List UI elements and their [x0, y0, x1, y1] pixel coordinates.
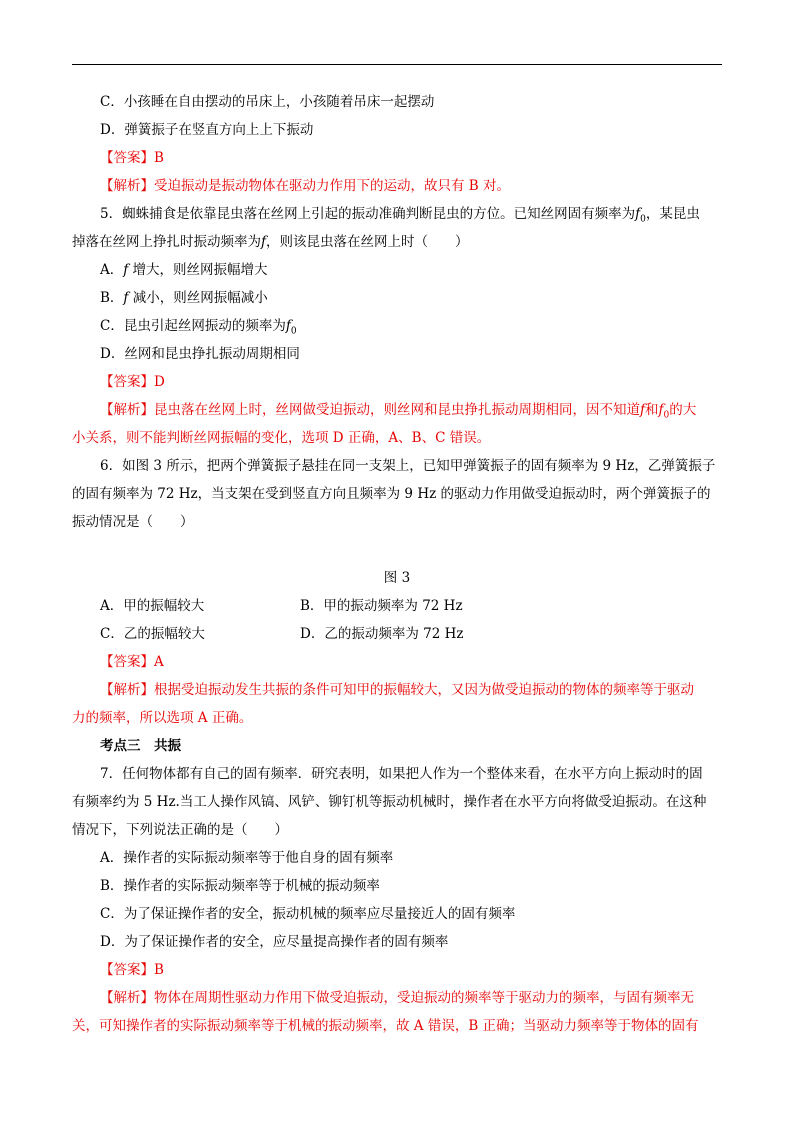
q7-explanation: 【解析】物体在周期性驱动力作用下做受迫振动，受迫振动的频率等于驱动力的频率，与固有频率无 — [100, 990, 694, 1006]
q5-explanation-cont: 小关系，则不能判断丝网振幅的变化，选项 D 正确，A、B、C 错误。 — [72, 430, 491, 446]
question-7-cont: 有频率约为 5 Hz.当工人操作风镐、风铲、铆钉机等振动机械时，操作者在水平方向将做受迫振动。在这种 — [72, 794, 707, 810]
document-page — [72, 88, 722, 1040]
question-6-cont2: 振动情况是（ ） — [72, 514, 194, 530]
question-5-cont: 掉落在丝网上挣扎时振动频率为f，则该昆虫落在丝网上时（ ） — [72, 234, 469, 250]
q5-option-d: D．丝网和昆虫挣扎振动周期相同 — [100, 346, 300, 362]
q7-option-d: D．为了保证操作者的安全，应尽量提高操作者的固有频率 — [100, 934, 449, 950]
q7-option-b: B．操作者的实际振动频率等于机械的振动频率 — [100, 878, 380, 894]
question-5: 5．蜘蛛捕食是依靠昆虫落在丝网上引起的振动准确判断昆虫的方位。已知丝网固有频率为$f_0$，某昆虫 — [100, 206, 700, 225]
section-heading: 考点三 共振 — [100, 738, 181, 754]
q6-option-b: B．甲的振动频率为 72 Hz — [300, 598, 463, 614]
q5-option-b: B．f 减小，则丝网振幅减小 — [100, 290, 268, 306]
q7-explanation-cont: 关，可知操作者的实际振动频率等于机械的振动频率，故 A 错误，B 正确；当驱动力频率等于物体的固有 — [72, 1018, 699, 1034]
option-d: D．弹簧振子在竖直方向上上下振动 — [100, 122, 314, 138]
question-7: 7．任何物体都有自己的固有频率．研究表明，如果把人作为一个整体来看，在水平方向上振动时的固 — [100, 766, 703, 782]
q6-option-d: D．乙的振动频率为 72 Hz — [300, 626, 464, 642]
q6-option-a: A．甲的振幅较大 — [100, 598, 205, 614]
question-6: 6．如图 3 所示，把两个弹簧振子悬挂在同一支架上，已知甲弹簧振子的固有频率为 9 Hz，乙弹簧振子 — [100, 458, 716, 474]
q5-option-c: C．昆虫引起丝网振动的频率为$f_0$ — [100, 318, 297, 337]
question-6-cont: 的固有频率为 72 Hz，当支架在受到竖直方向且频率为 9 Hz 的驱动力作用做受迫振动时，两个弹簧振子的 — [72, 486, 711, 502]
q6-explanation: 【解析】根据受迫振动发生共振的条件可知甲的振幅较大，又因为做受迫振动的物体的频率等于驱动 — [100, 682, 694, 698]
q5-answer: 【答案】D — [100, 374, 165, 390]
question-7-cont2: 情况下，下列说法正确的是（ ） — [72, 822, 288, 838]
q7-option-a: A．操作者的实际振动频率等于他自身的固有频率 — [100, 850, 394, 866]
q6-explanation-cont: 力的频率，所以选项 A 正确。 — [72, 710, 253, 726]
q5-explanation: 【解析】昆虫落在丝网上时，丝网做受迫振动，则丝网和昆虫挣扎振动周期相同，因不知道f和$f_0$的大 — [100, 402, 697, 421]
q6-options-row-2 — [72, 620, 722, 648]
explanation: 【解析】受迫振动是振动物体在驱动力作用下的运动，故只有 B 对。 — [100, 178, 511, 194]
q5-option-a: A．f 增大，则丝网振幅增大 — [100, 262, 268, 278]
option-c: C．小孩睡在自由摆动的吊床上，小孩随着吊床一起摆动 — [100, 94, 435, 110]
q7-option-c: C．为了保证操作者的安全，振动机械的频率应尽量接近人的固有频率 — [100, 906, 516, 922]
q7-answer: 【答案】B — [100, 962, 164, 978]
q6-answer: 【答案】A — [100, 654, 164, 670]
q6-options-row-1 — [72, 592, 722, 620]
figure-3 — [72, 536, 722, 592]
header-rule — [72, 64, 722, 65]
answer-label: 【答案】B — [100, 150, 164, 166]
q6-option-c: C．乙的振幅较大 — [100, 626, 205, 642]
figure-caption: 图 3 — [383, 570, 411, 586]
